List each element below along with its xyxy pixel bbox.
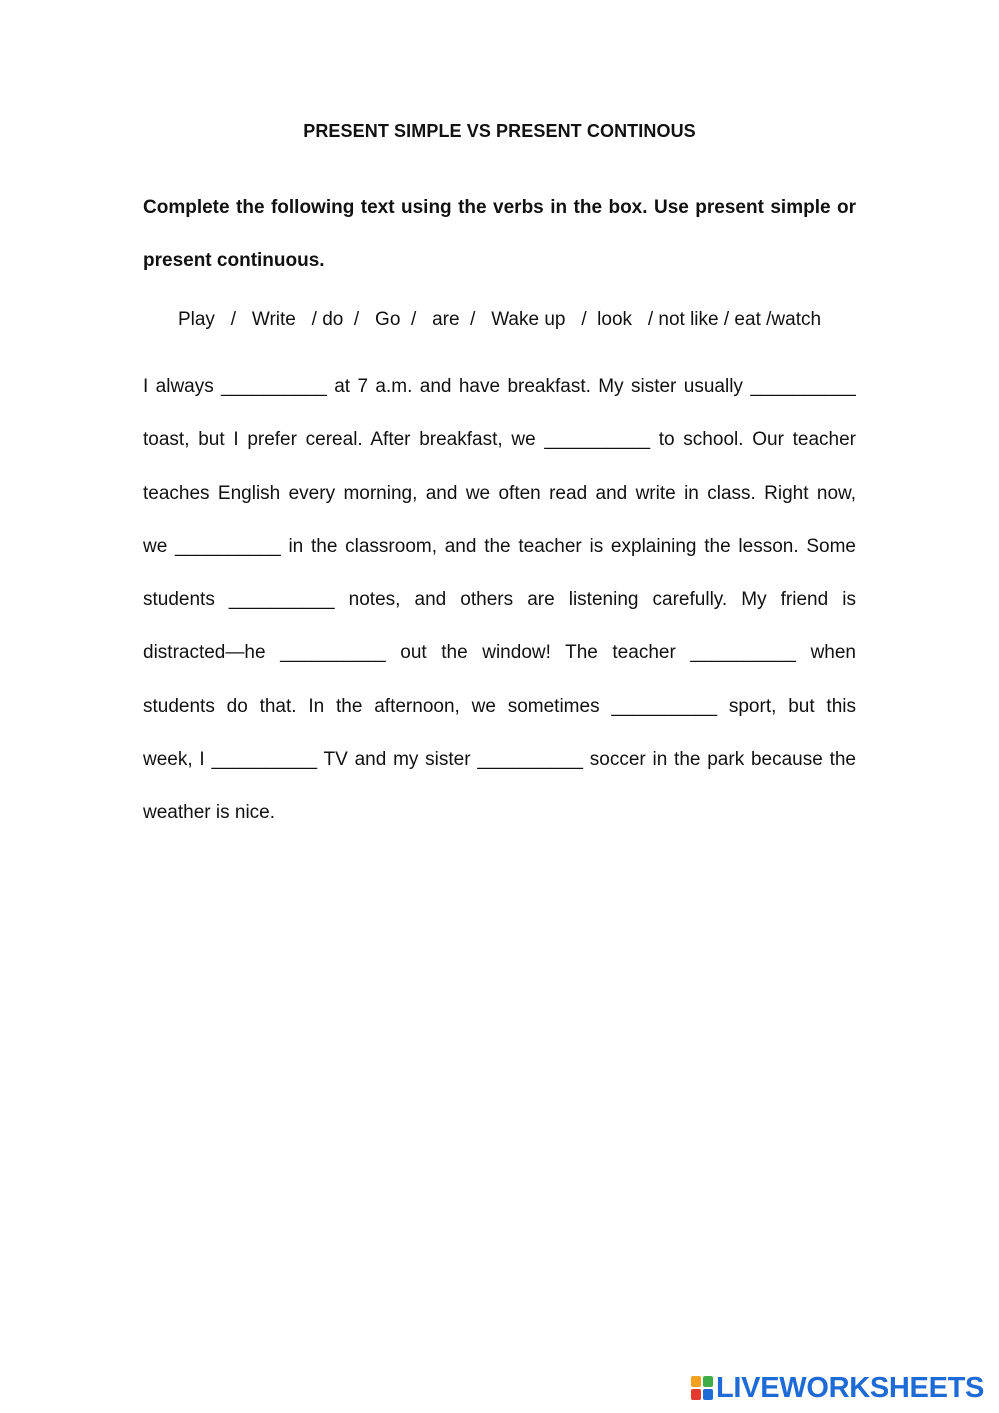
passage-line: I always __________ at 7 a.m. and have breakfast. My sister usually __________ — [143, 376, 856, 397]
liveworksheets-logo — [691, 1373, 984, 1403]
liveworksheets-logo-icon — [691, 1376, 713, 1400]
verb-word-box: Play / Write / do / Go / are / Wake up / look / not like / eat /watch — [177, 309, 822, 330]
passage-line: students __________ notes, and others are listening carefully. My friend is — [143, 589, 856, 611]
exercise-passage — [143, 360, 856, 840]
logo-square-icon — [691, 1376, 701, 1387]
instructions: Complete the following text using the verbs in the box. Use present simple or present continuous. — [143, 197, 856, 271]
logo-square-icon — [703, 1376, 713, 1387]
logo-square-icon — [691, 1389, 701, 1400]
passage-line: toast, but I prefer cereal. After breakfast, we __________ to school. Our teacher — [143, 429, 856, 451]
logo-square-icon — [703, 1389, 713, 1400]
passage-line: weather is nice. — [143, 802, 276, 824]
passage-line: teaches English every morning, and we often read and write in class. Right now, — [143, 482, 856, 504]
passage-line: students do that. In the afternoon, we sometimes __________ sport, but this — [143, 695, 856, 717]
passage-line: week, I __________ TV and my sister __________ soccer in the park because the — [143, 749, 856, 771]
passage-line: distracted—he __________ out the window! The teacher __________ when — [143, 642, 856, 664]
logo-text: LIVEWORKSHEETS — [716, 1371, 985, 1404]
passage-line: we __________ in the classroom, and the teacher is explaining the lesson. Some — [143, 535, 856, 557]
page-title: PRESENT SIMPLE VS PRESENT CONTINOUS — [303, 121, 696, 141]
